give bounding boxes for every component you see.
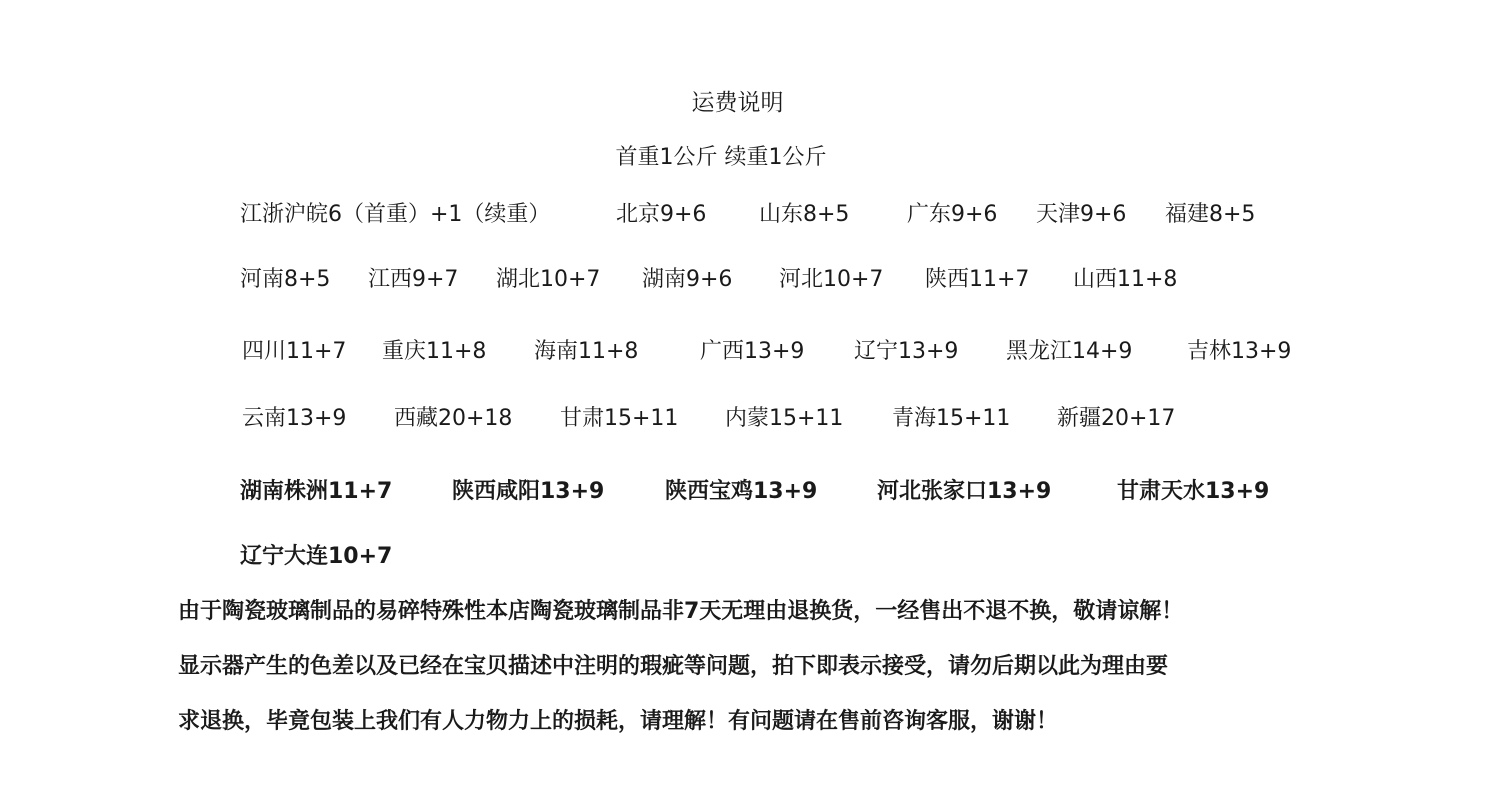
rate-sichuan: 四川11+7 bbox=[242, 339, 347, 364]
rate-jiangzhehuwan: 江浙沪皖6（首重）+1（续重） bbox=[240, 202, 551, 227]
rate-henan: 河南8+5 bbox=[240, 267, 331, 292]
rate-liaoning: 辽宁13+9 bbox=[854, 339, 959, 364]
rate-neimeng: 内蒙15+11 bbox=[725, 406, 844, 431]
rate-gansu-tianshui: 甘肃天水13+9 bbox=[1117, 479, 1270, 504]
page-subtitle: 首重1公斤 续重1公斤 bbox=[615, 145, 827, 170]
rate-shaanxi-xianyang: 陕西咸阳13+9 bbox=[452, 479, 605, 504]
rate-gansu: 甘肃15+11 bbox=[560, 406, 679, 431]
rate-shanxi: 山西11+8 bbox=[1073, 267, 1178, 292]
rate-heilongjiang: 黑龙江14+9 bbox=[1006, 339, 1133, 364]
rate-hubei: 湖北10+7 bbox=[496, 267, 601, 292]
rate-liaoning-dalian: 辽宁大连10+7 bbox=[240, 544, 393, 569]
shipping-rate-row-6 bbox=[0, 542, 1500, 582]
rate-shaanxi: 陕西11+7 bbox=[925, 267, 1030, 292]
rate-tianjin: 天津9+6 bbox=[1036, 202, 1127, 227]
rate-hebei-zhangjiakou: 河北张家口13+9 bbox=[877, 479, 1052, 504]
shipping-rate-row-1 bbox=[0, 200, 1500, 240]
notice-line-3: 求退换，毕竟包装上我们有人力物力上的损耗，请理解！有问题请在售前咨询客服，谢谢！ bbox=[178, 709, 1059, 734]
rate-hainan: 海南11+8 bbox=[534, 339, 639, 364]
rate-yunnan: 云南13+9 bbox=[242, 406, 347, 431]
shipping-rate-row-2 bbox=[0, 265, 1500, 305]
rate-beijing: 北京9+6 bbox=[616, 202, 707, 227]
rate-guangxi: 广西13+9 bbox=[700, 339, 805, 364]
shipping-rate-row-5 bbox=[0, 477, 1500, 517]
rate-fujian: 福建8+5 bbox=[1165, 202, 1256, 227]
notice-line-1: 由于陶瓷玻璃制品的易碎特殊性本店陶瓷玻璃制品非7天无理由退换货，一经售出不退不换，敬请谅解！ bbox=[178, 599, 1184, 624]
rate-hunan-zhuzhou: 湖南株洲11+7 bbox=[240, 479, 393, 504]
rate-hebei: 河北10+7 bbox=[779, 267, 884, 292]
rate-shaanxi-baoji: 陕西宝鸡13+9 bbox=[665, 479, 818, 504]
rate-chongqing: 重庆11+8 bbox=[382, 339, 487, 364]
rate-shandong: 山东8+5 bbox=[759, 202, 850, 227]
rate-guangdong: 广东9+6 bbox=[907, 202, 998, 227]
shipping-rate-row-3 bbox=[0, 337, 1500, 377]
rate-jiangxi: 江西9+7 bbox=[368, 267, 459, 292]
rate-xizang: 西藏20+18 bbox=[394, 406, 513, 431]
rate-jilin: 吉林13+9 bbox=[1187, 339, 1292, 364]
notice-line-2: 显示器产生的色差以及已经在宝贝描述中注明的瑕疵等问题，拍下即表示接受，请勿后期以此为理由要 bbox=[178, 654, 1169, 679]
rate-xinjiang: 新疆20+17 bbox=[1057, 406, 1176, 431]
rate-qinghai: 青海15+11 bbox=[892, 406, 1011, 431]
page-title: 运费说明 bbox=[691, 90, 784, 116]
shipping-rate-row-4 bbox=[0, 404, 1500, 444]
rate-hunan: 湖南9+6 bbox=[642, 267, 733, 292]
